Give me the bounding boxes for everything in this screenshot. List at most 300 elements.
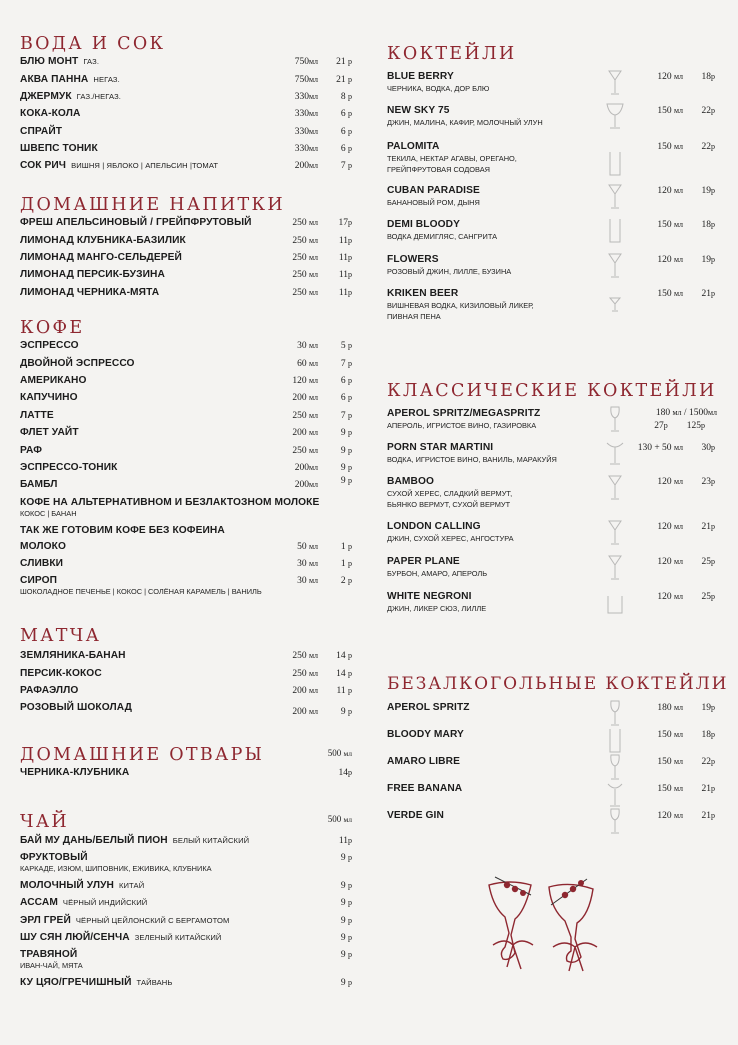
- highball-glass-icon: [605, 726, 625, 756]
- item-name: АССАМ: [20, 897, 58, 908]
- cocktail-glasses-illustration: [485, 875, 605, 975]
- volume-unit: мл: [673, 142, 683, 151]
- item-price: 9: [340, 933, 346, 943]
- item-name: РАФ: [20, 445, 42, 456]
- item-name: NEW SKY 75: [387, 105, 450, 116]
- item-volume: 330: [294, 92, 309, 102]
- volume-unit: мл: [308, 341, 318, 350]
- item-description: ВИШНЕВАЯ ВОДКА, КИЗИЛОВЫЙ ЛИКЕР, ПИВНАЯ ПЕНА: [387, 301, 534, 321]
- olive: [562, 892, 568, 898]
- section-title: ЧАЙ: [20, 812, 69, 832]
- item-price: 23: [701, 477, 711, 487]
- item-price: 14: [336, 669, 346, 679]
- volume-unit: мл: [308, 651, 318, 660]
- item-volume: 200: [294, 161, 309, 171]
- item-note: ЧЁРНЫЙ ЦЕЙЛОНСКИЙ С БЕРГАМОТОМ: [75, 916, 230, 925]
- item-note: ГАЗ./НЕГАЗ.: [76, 92, 121, 101]
- item-price: 9: [340, 428, 346, 438]
- item-volume: 180: [655, 408, 671, 418]
- currency: р: [711, 811, 715, 820]
- item-price: 22: [701, 757, 711, 767]
- volume-unit: мл: [308, 428, 318, 437]
- currency: р: [348, 446, 352, 455]
- item-name: PALOMITA: [387, 141, 440, 152]
- item-name: AMARO LIBRE: [387, 756, 460, 767]
- item-volume: 30: [297, 559, 307, 569]
- wine-glass-icon: [605, 699, 625, 729]
- item-price: 1: [340, 542, 346, 552]
- currency: р: [711, 477, 715, 486]
- item-price: 9: [340, 446, 346, 456]
- section-title: КОКТЕЙЛИ: [387, 44, 517, 64]
- item-volume: 250: [292, 669, 307, 679]
- item-price: 18: [701, 730, 711, 740]
- currency: р: [711, 106, 715, 115]
- item-description: РОЗОВЫЙ ДЖИН, ЛИЛЛЕ, БУЗИНА: [387, 267, 512, 276]
- currency: р: [348, 393, 352, 402]
- item-price: 18: [701, 72, 711, 82]
- volume-value: 500: [327, 748, 342, 758]
- volume-unit: мл: [343, 815, 352, 824]
- section-title: КЛАССИЧЕСКИЕ КОКТЕЙЛИ: [387, 381, 717, 401]
- item-name: FLOWERS: [387, 254, 439, 265]
- item-price: 9: [340, 853, 346, 863]
- currency: р: [348, 559, 352, 568]
- coupe-glass-icon: [605, 290, 625, 320]
- item-price: 8: [340, 92, 346, 102]
- item-volume: 150: [657, 142, 672, 152]
- olive: [520, 890, 526, 896]
- item-volume: 30: [297, 576, 307, 586]
- currency: р: [348, 686, 352, 695]
- section-title: КОФЕ: [20, 318, 85, 338]
- item-price: 19: [701, 186, 711, 196]
- item-name: ЗЕМЛЯНИКА-БАНАН: [20, 650, 126, 661]
- volume-unit: мл: [308, 75, 318, 84]
- olive: [570, 886, 576, 892]
- item-volume: 250: [292, 270, 307, 280]
- item-price: 14: [338, 768, 348, 778]
- currency: р: [348, 127, 352, 136]
- section-title: ВОДА И СОК: [20, 34, 166, 54]
- item-name: СПРАЙТ: [20, 126, 63, 137]
- currency: р: [348, 218, 352, 227]
- item-price: 9: [340, 476, 346, 486]
- currency: р: [711, 142, 715, 151]
- item-name: ЛИМОНАД МАНГО-СЕЛЬДЕРЕЙ: [20, 252, 182, 263]
- currency: р: [348, 75, 352, 84]
- volume-unit: мл: [308, 559, 318, 568]
- item-volume: 330: [294, 127, 309, 137]
- volume-unit: мл: [673, 784, 683, 793]
- item-name: АМЕРИКАНО: [20, 375, 87, 386]
- tulip-glass-icon: [605, 102, 625, 132]
- item-volume: 150: [657, 784, 672, 794]
- item-volume: 150: [657, 289, 672, 299]
- section-title: ДОМАШНИЕ НАПИТКИ: [20, 195, 285, 215]
- item-name: ДВОЙНОЙ ЭСПРЕССО: [20, 358, 135, 369]
- item-name: WHITE NEGRONI: [387, 591, 472, 602]
- item-description: ДЖИН, ЛИКЕР СЮЗ, ЛИЛЛЕ: [387, 604, 487, 613]
- volume-unit: мл: [308, 376, 318, 385]
- volume-unit: мл: [308, 707, 318, 716]
- volume-unit: мл: [308, 463, 318, 472]
- item-price: 9: [340, 463, 346, 473]
- item-name: ДЖЕРМУК: [20, 91, 72, 102]
- alt-milk-options: КОКОС | БАНАН: [20, 509, 77, 518]
- item-price: 25: [701, 557, 711, 567]
- item-price: 11: [338, 288, 348, 298]
- item-name: БАМБЛ: [20, 479, 58, 490]
- item-price: 11: [338, 270, 348, 280]
- currency: р: [348, 270, 352, 279]
- item-description: ВОДКА, ИГРИСТОЕ ВИНО, ВАНИЛЬ, МАРАКУЙЯ: [387, 455, 557, 464]
- currency: р: [348, 253, 352, 262]
- item-price: 7: [340, 411, 346, 421]
- volume-unit: мл: [308, 686, 318, 695]
- volume-unit: мл: [308, 92, 318, 101]
- volume-unit: мл: [673, 106, 683, 115]
- item-name: ФРЕШ АПЕЛЬСИНОВЫЙ / ГРЕЙПФРУТОВЫЙ: [20, 217, 252, 228]
- item-price: 21: [701, 289, 711, 299]
- item-volume: 120: [657, 477, 672, 487]
- coupe-glass-icon: [605, 473, 625, 503]
- item-volume: 750: [294, 75, 309, 85]
- wine-glass-icon: [605, 753, 625, 783]
- item-name: BLUE BERRY: [387, 71, 454, 82]
- decaf-title: ТАК ЖЕ ГОТОВИМ КОФЕ БЕЗ КОФЕИНА: [20, 525, 225, 536]
- wine-glass-icon: [605, 807, 625, 837]
- item-price: 14: [336, 651, 346, 661]
- item-volume: 250: [292, 236, 307, 246]
- item-name: VERDE GIN: [387, 810, 444, 821]
- item-name: ЛИМОНАД ПЕРСИК-БУЗИНА: [20, 269, 165, 280]
- volume-unit: мл: [308, 253, 318, 262]
- volume-unit: мл: [673, 72, 683, 81]
- item-name: КУ ЦЯО/ГРЕЧИШНЫЙ: [20, 977, 132, 988]
- item-description: ДЖИН, МАЛИНА, КАФИР, МОЛОЧНЫЙ УЛУН: [387, 118, 543, 127]
- volume-unit: мл: [308, 236, 318, 245]
- item-note: БЕЛЫЙ КИТАЙСКИЙ: [172, 836, 250, 845]
- currency: р: [711, 557, 715, 566]
- item-volume: 250: [292, 446, 307, 456]
- item-name: РОЗОВЫЙ ШОКОЛАД: [20, 702, 132, 713]
- item-volume: 250: [292, 253, 307, 263]
- item-name: ЛИМОНАД ЧЕРНИКА-МЯТА: [20, 287, 160, 298]
- item-volume: 120: [657, 592, 672, 602]
- coupe-glass-icon: [605, 780, 625, 810]
- currency: р: [711, 730, 715, 739]
- item-volume: 120: [657, 186, 672, 196]
- item-name: BLOODY MARY: [387, 729, 464, 740]
- volume-unit: мл: [308, 109, 318, 118]
- item-note: НЕГАЗ.: [93, 75, 120, 84]
- item-description: ДЖИН, СУХОЙ ХЕРЕС, АНГОСТУРА: [387, 534, 514, 543]
- item-price: 25: [701, 592, 711, 602]
- item-name: ФРУКТОВЫЙ: [20, 852, 88, 863]
- currency: р: [348, 161, 352, 170]
- currency: р: [348, 881, 352, 890]
- item-name: PAPER PLANE: [387, 556, 460, 567]
- item-name: СЛИВКИ: [20, 558, 64, 569]
- item-price: 18: [701, 220, 711, 230]
- item-volume: 200: [292, 707, 307, 717]
- item-name: АКВА ПАННА: [20, 74, 89, 85]
- coupe-glass-icon: [605, 182, 625, 212]
- volume-unit: мл: [673, 443, 683, 452]
- volume-unit: мл: [673, 477, 683, 486]
- coupe-glass-icon: [605, 68, 625, 98]
- volume-unit: мл: [672, 408, 682, 417]
- item-volume: 120: [292, 376, 307, 386]
- item-name: КАПУЧИНО: [20, 392, 78, 403]
- item-volume: 120: [657, 72, 672, 82]
- item-volume: 150: [657, 106, 672, 116]
- item-name: ТРАВЯНОЙ: [20, 949, 78, 960]
- item-volume: 330: [294, 144, 309, 154]
- olive: [578, 880, 584, 886]
- item-price: 7: [340, 161, 346, 171]
- item-note: ТАЙВАНЬ: [136, 978, 173, 987]
- right-bow: [553, 943, 597, 971]
- item-description: АПЕРОЛЬ, ИГРИСТОЕ ВИНО, ГАЗИРОВКА: [387, 421, 537, 430]
- currency: р: [348, 144, 352, 153]
- volume-value: 500: [327, 814, 342, 824]
- item-volume: 180: [657, 703, 672, 713]
- item-name: APEROL SPRITZ: [387, 702, 470, 713]
- item-price: 6: [340, 109, 346, 119]
- volume-unit: мл: [673, 592, 683, 601]
- item-name: КОКА-КОЛА: [20, 108, 81, 119]
- item-price: 30: [701, 443, 711, 453]
- item-volume: 130 + 50: [637, 443, 672, 453]
- item-price: 11: [338, 253, 348, 263]
- volume-unit: мл: [308, 576, 318, 585]
- currency: р: [348, 236, 352, 245]
- volume-unit: мл: [673, 730, 683, 739]
- item-name: ЭСПРЕССО-ТОНИК: [20, 462, 118, 473]
- item-volume: 200: [294, 463, 309, 473]
- item-price: 9: [340, 950, 346, 960]
- item-volume: 150: [657, 757, 672, 767]
- item-name: ЭРЛ ГРЕЙ: [20, 915, 71, 926]
- item-name: APEROL SPRITZ/MEGASPRITZ: [387, 408, 541, 419]
- alt-milk-title: КОФЕ НА АЛЬТЕРНАТИВНОМ И БЕЗЛАКТОЗНОМ МОЛОКЕ: [20, 497, 320, 508]
- currency: р: [348, 341, 352, 350]
- item-name: ШВЕПС ТОНИК: [20, 143, 98, 154]
- volume-unit: мл: [673, 522, 683, 531]
- currency: р: [348, 57, 352, 66]
- item-name: BAMBOO: [387, 476, 435, 487]
- item-price: 27: [654, 421, 664, 431]
- currency: р: [711, 186, 715, 195]
- currency: р: [663, 421, 668, 430]
- item-price: 11: [336, 686, 346, 696]
- item-description: ЧЕРНИКА, ВОДКА, ДОР БЛЮ: [387, 84, 490, 93]
- item-price: 9: [340, 978, 346, 988]
- currency: р: [711, 289, 715, 298]
- item-volume: 120: [657, 557, 672, 567]
- currency: р: [711, 592, 715, 601]
- item-name: ЛАТТЕ: [20, 410, 54, 421]
- item-price: 11: [338, 836, 348, 846]
- volume-unit: мл: [308, 669, 318, 678]
- item-price: 9: [340, 916, 346, 926]
- item-volume: 250: [292, 411, 307, 421]
- volume-unit: мл: [673, 757, 683, 766]
- volume-unit: мл: [308, 127, 318, 136]
- currency: р: [348, 898, 352, 907]
- item-name: CUBAN PARADISE: [387, 185, 480, 196]
- volume-unit: мл: [308, 359, 318, 368]
- item-price: 1: [340, 559, 346, 569]
- item-note: ГАЗ.: [83, 57, 100, 66]
- item-volume: 200: [292, 686, 307, 696]
- currency: р: [348, 542, 352, 551]
- item-volume: 200: [294, 480, 309, 490]
- item-price: 19: [701, 703, 711, 713]
- volume-unit: мл: [673, 703, 683, 712]
- volume-unit: мл: [707, 408, 717, 417]
- currency: р: [348, 428, 352, 437]
- item-name: PORN STAR MARTINI: [387, 442, 494, 453]
- olive: [504, 882, 510, 888]
- item-description: ВОДКА ДЕМИГЛЯС, САНГРИТА: [387, 232, 498, 241]
- olive: [512, 886, 518, 892]
- item-price: 21: [336, 57, 346, 67]
- item-name: МОЛОЧНЫЙ УЛУН: [20, 880, 114, 891]
- item-price: 6: [340, 376, 346, 386]
- currency: р: [711, 522, 715, 531]
- right-glass: [549, 884, 593, 962]
- currency: р: [348, 288, 352, 297]
- currency: р: [348, 376, 352, 385]
- currency: р: [348, 109, 352, 118]
- currency: р: [348, 836, 352, 845]
- currency: р: [348, 669, 352, 678]
- volume-unit: мл: [308, 480, 318, 489]
- currency: р: [711, 703, 715, 712]
- item-price: 22: [701, 106, 711, 116]
- currency: р: [348, 933, 352, 942]
- item-name: ЧЕРНИКА-КЛУБНИКА: [20, 767, 130, 778]
- item-price: 2: [340, 576, 346, 586]
- item-name: СОК РИЧ: [20, 160, 67, 171]
- item-price: 9: [340, 707, 346, 717]
- volume-unit: мл: [343, 749, 352, 758]
- item-volume: 150: [657, 730, 672, 740]
- currency: р: [348, 463, 352, 472]
- item-note: ЗЕЛЕНЫЙ КИТАЙСКИЙ: [134, 933, 222, 942]
- highball-glass-icon: [605, 149, 625, 179]
- volume-unit: мл: [308, 270, 318, 279]
- currency: р: [348, 978, 352, 987]
- item-price: 6: [340, 393, 346, 403]
- item-description: БУРБОН, АМАРО, АПЕРОЛЬ: [387, 569, 488, 578]
- volume-unit: мл: [673, 811, 683, 820]
- currency: р: [701, 421, 705, 430]
- item-name: БАЙ МУ ДАНЬ/БЕЛЫЙ ПИОН: [20, 835, 168, 846]
- currency: р: [348, 92, 352, 101]
- wine-glass-icon: [605, 405, 625, 435]
- coupe-glass-icon: [605, 518, 625, 548]
- item-note: ВИШНЯ | ЯБЛОКО | АПЕЛЬСИН |ТОМАТ: [71, 161, 219, 170]
- item-price: 21: [336, 75, 346, 85]
- item-price: 11: [338, 236, 348, 246]
- item-name: БЛЮ МОНТ: [20, 56, 79, 67]
- item-price: 6: [340, 144, 346, 154]
- item-name: DEMI BLOODY: [387, 219, 460, 230]
- item-description: КАРКАДЕ, ИЗЮМ, ШИПОВНИК, ЕЖИВИКА, КЛУБНИКА: [20, 864, 212, 873]
- item-note: КИТАЙ: [118, 881, 145, 890]
- item-volume: 250: [292, 651, 307, 661]
- item-price-large: 125: [686, 421, 701, 431]
- currency: р: [711, 784, 715, 793]
- volume-unit: мл: [308, 542, 318, 551]
- item-price: 5: [340, 341, 346, 351]
- item-price: 22: [701, 142, 711, 152]
- item-price: 19: [701, 255, 711, 265]
- item-description: ТЕКИЛА, НЕКТАР АГАВЫ, ОРЕГАНО, ГРЕЙПФРУТОВАЯ СОДОВАЯ: [387, 154, 517, 174]
- item-price: 6: [340, 127, 346, 137]
- currency: р: [711, 72, 715, 81]
- item-volume: 250: [292, 288, 307, 298]
- volume-unit: мл: [673, 255, 683, 264]
- volume-unit: мл: [308, 288, 318, 297]
- volume-unit: мл: [308, 161, 318, 170]
- currency: р: [348, 411, 352, 420]
- volume-unit: мл: [308, 411, 318, 420]
- item-name: ЭСПРЕССО: [20, 340, 79, 351]
- section-volume: [328, 814, 352, 824]
- item-description: ИВАН-ЧАЙ, МЯТА: [20, 961, 83, 970]
- currency: р: [348, 476, 352, 485]
- item-volume: 200: [292, 393, 307, 403]
- currency: р: [348, 916, 352, 925]
- item-volume: 330: [294, 109, 309, 119]
- currency: р: [711, 255, 715, 264]
- item-name: KRIKEN BEER: [387, 288, 459, 299]
- item-description: БАНАНОВЫЙ РОМ, ДЫНЯ: [387, 198, 480, 207]
- coupe-glass-icon: [605, 553, 625, 583]
- item-volume: 120: [657, 522, 672, 532]
- volume-unit: мл: [308, 393, 318, 402]
- item-price: 21: [701, 811, 711, 821]
- item-name: ПЕРСИК-КОКОС: [20, 668, 102, 679]
- section-title: МАТЧА: [20, 626, 102, 646]
- item-price: 7: [340, 359, 346, 369]
- volume-unit: мл: [308, 218, 318, 227]
- item-price: 21: [701, 784, 711, 794]
- item-volume: 200: [292, 428, 307, 438]
- item-volume-large: 1500: [688, 408, 708, 418]
- currency: р: [711, 757, 715, 766]
- item-volume: 60: [297, 359, 307, 369]
- item-volume: 30: [297, 341, 307, 351]
- currency: р: [348, 950, 352, 959]
- item-price: 17: [338, 218, 348, 228]
- currency: р: [348, 853, 352, 862]
- item-volume: 50: [297, 542, 307, 552]
- item-name: РАФАЭЛЛО: [20, 685, 79, 696]
- volume-unit: мл: [673, 289, 683, 298]
- item-volume: 750: [294, 57, 309, 67]
- currency: р: [711, 220, 715, 229]
- item-name: СИРОП: [20, 575, 58, 586]
- currency: р: [348, 707, 352, 716]
- currency: р: [348, 576, 352, 585]
- item-price: 9: [340, 898, 346, 908]
